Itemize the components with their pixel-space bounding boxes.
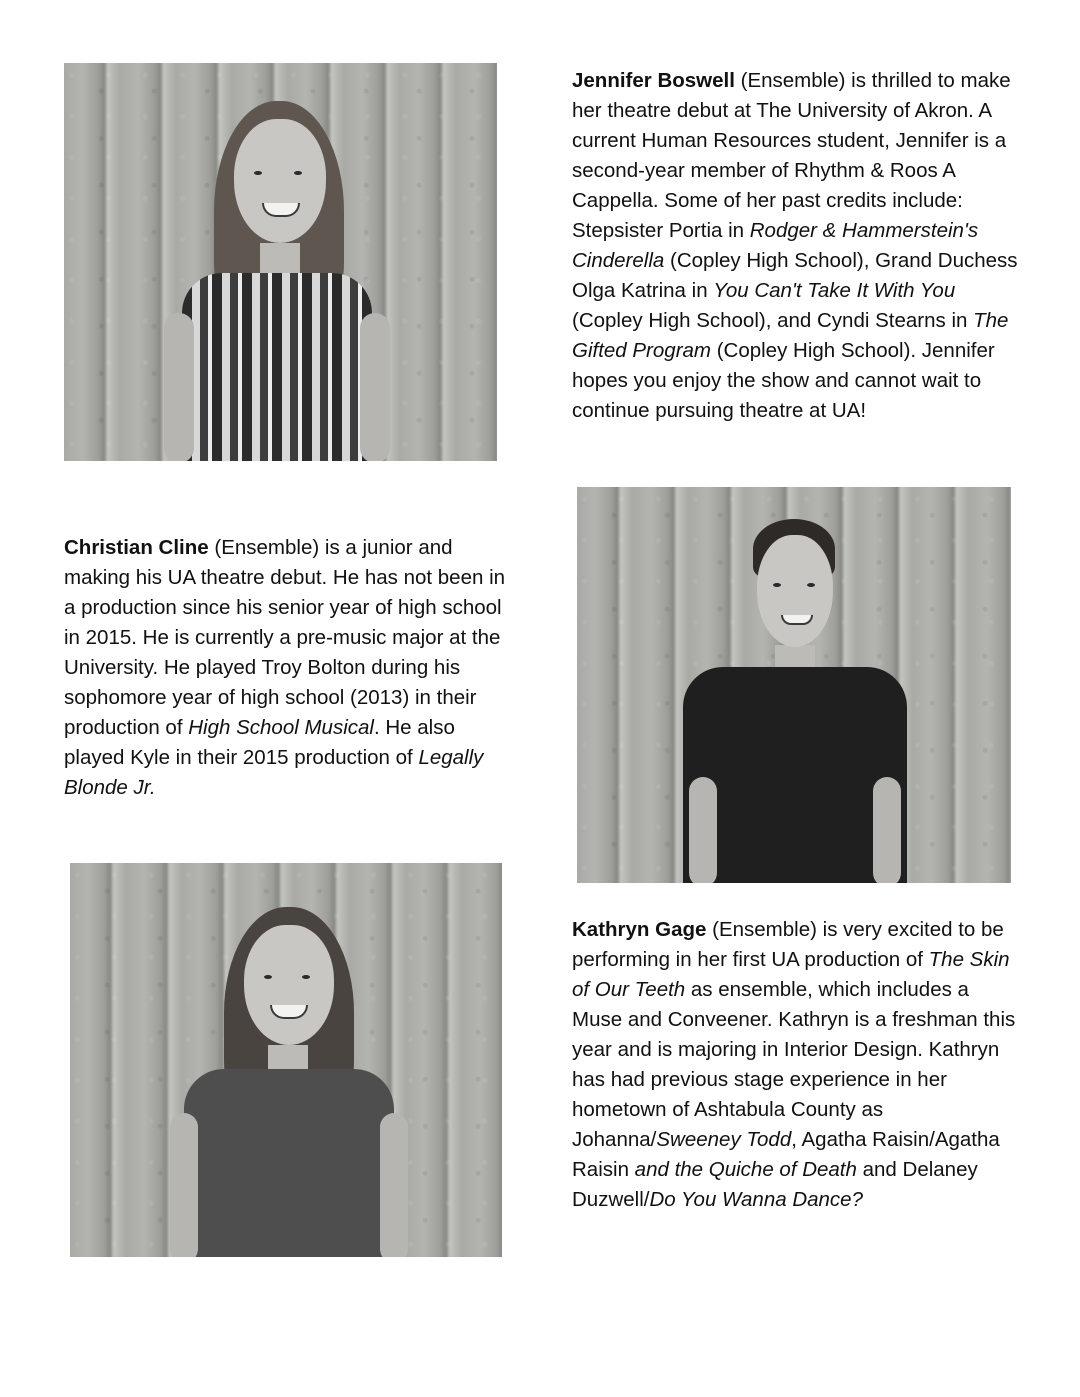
photo-christian-cline xyxy=(577,487,1011,883)
bio-production-title: and the Quiche of Death xyxy=(634,1158,857,1181)
bio-name: Kathryn Gage xyxy=(572,918,707,941)
bio-text: (Copley High School). Jennifer hopes you enjoy the show and cannot wait to continue pursuing theatre at UA! xyxy=(572,339,995,422)
person-figure xyxy=(70,863,502,1257)
bio-production-title: Do You Wanna Dance? xyxy=(649,1188,863,1211)
photo-jennifer-boswell xyxy=(64,63,497,461)
bio-text: as ensemble, which includes a Muse and Conveener. Kathryn is a freshman this year and is majoring in Interior Design. Kathryn has had previous stage experience in her hometown of Ashtabula County as Johanna/ xyxy=(572,978,1016,1151)
bio-text: , Agatha Raisin/Agatha Raisin xyxy=(572,1128,1000,1181)
bio-production-title: The Skin of Our Teeth xyxy=(572,948,1010,1001)
bio-jennifer-boswell xyxy=(572,66,1022,426)
bio-text: is a junior and making his UA theatre debut. He has not been in a production since his senior year of high school in 2015. He is currently a pre-music major at the University. He played Troy Bolton during his sophomore year of high school (2013) in their production of xyxy=(64,536,506,739)
bio-role: (Ensemble) xyxy=(734,69,846,92)
bio-role: (Ensemble) xyxy=(706,918,817,941)
bio-text: and Delaney Duzwell/ xyxy=(572,1158,978,1211)
bio-name: Christian Cline xyxy=(64,536,209,559)
bio-text: is thrilled to make her theatre debut at The University of Akron. A current Human Resources student, Jennifer is a second-year member of Rhythm & Roos A Cappella. Some of her past credits include: Stepsister Portia in xyxy=(572,69,1011,242)
bio-christian-cline xyxy=(64,533,514,803)
bio-production-title: Sweeney Todd xyxy=(656,1128,792,1151)
bio-text: is very excited to be performing in her first UA production of xyxy=(572,918,1004,971)
bio-kathryn-gage xyxy=(572,915,1022,1215)
bio-name: Jennifer Boswell xyxy=(572,69,735,92)
person-figure xyxy=(64,63,497,461)
bio-production-title: Legally Blonde Jr. xyxy=(64,746,484,799)
bio-text: (Copley High School), Grand Duchess Olga Katrina in xyxy=(572,249,1018,302)
bio-production-title: The Gifted Program xyxy=(572,309,1009,362)
bio-production-title: You Can't Take It With You xyxy=(713,279,956,302)
bio-production-title: High School Musical xyxy=(188,716,374,739)
bio-production-title: Rodger & Hammerstein's Cinderella xyxy=(572,219,979,272)
person-figure xyxy=(577,487,1011,883)
bio-text: (Copley High School), and Cyndi Stearns in xyxy=(572,309,974,332)
photo-kathryn-gage xyxy=(70,863,502,1257)
bio-role: (Ensemble) xyxy=(208,536,320,559)
bio-text: . He also played Kyle in their 2015 production of xyxy=(64,716,455,769)
